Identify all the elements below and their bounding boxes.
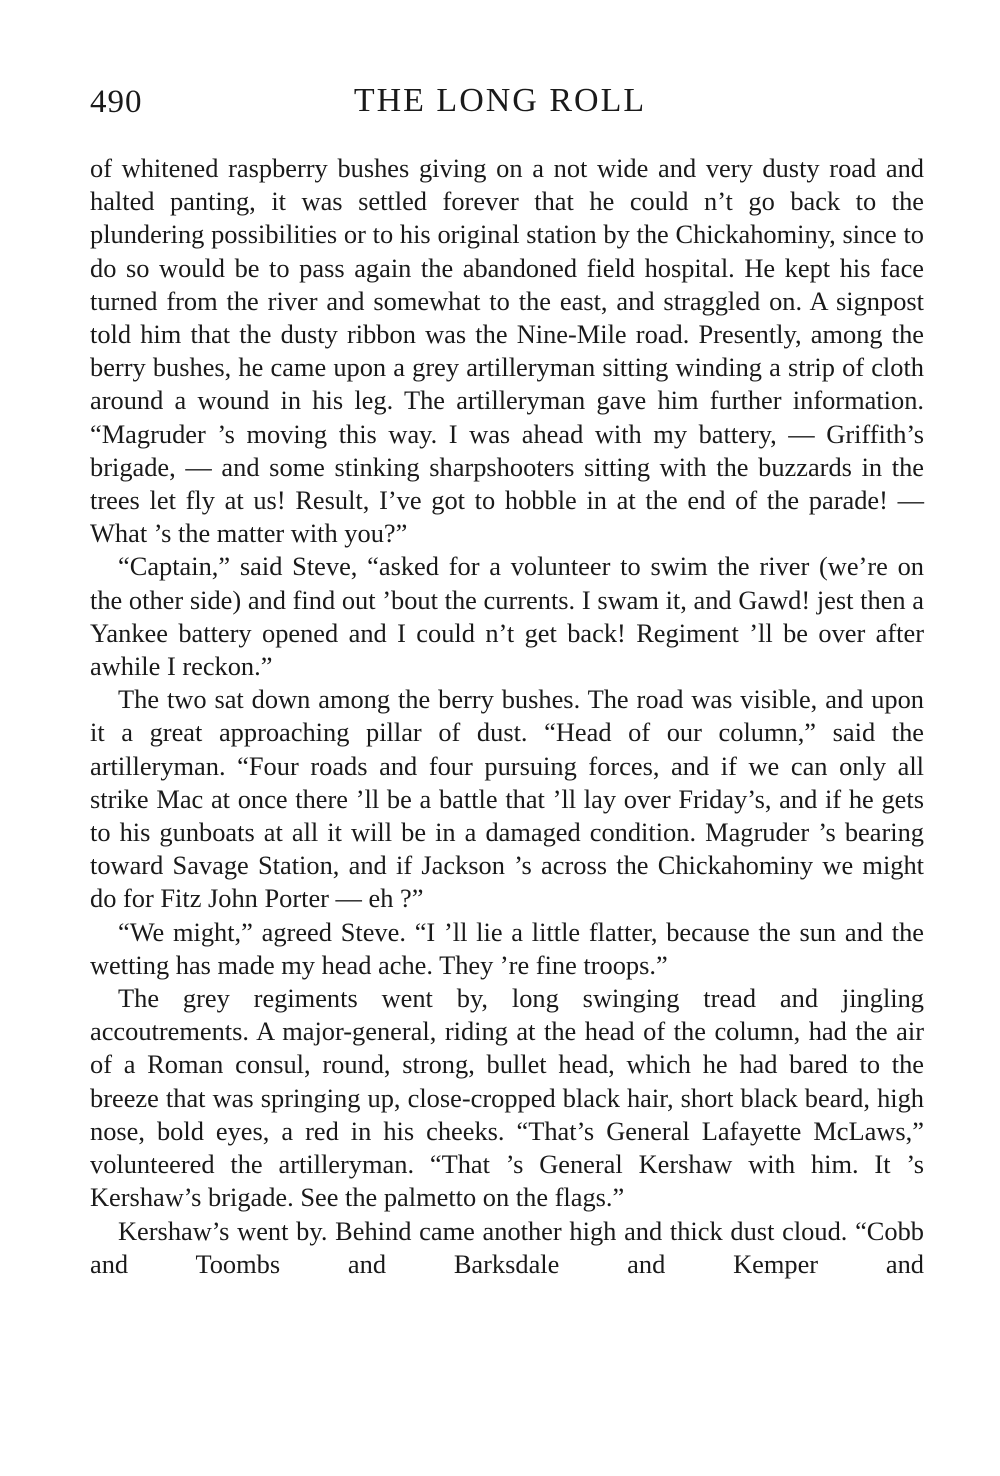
running-head-title: THE LONG ROLL: [353, 82, 647, 119]
paragraph-2: “Captain,” said Steve, “asked for a volunteer to swim the river (we’re on the other side) and find out ’bout the currents. I swam it, and Gawd! jest then a Yankee battery opened and I could n’t get back! Regiment ’ll be over after awhile I reckon.”: [90, 551, 924, 682]
paragraph-6: Kershaw’s went by. Behind came another high and thick dust cloud. “Cobb and Toombs and Barksdale and Kemper and: [90, 1215, 924, 1279]
paragraph-3: The two sat down among the berry bushes. The road was visible, and upon it a great approaching pillar of dust. “Head of our column,” said the artilleryman. “Four roads and four pursuing forces, and if we can only all strike Mac at once there ’ll be a battle that ’ll lay over Friday’s, and if he gets to his gunboats at all it will be in a damaged condition. Magruder ’s bearing toward Savage Station, and if Jackson ’s across the Chickahominy we might do for Fitz John Porter — eh ?”: [90, 684, 924, 914]
paragraph-4: “We might,” agreed Steve. “I ’ll lie a little flatter, because the sun and the wetting has made my head ache. They ’re fine troops.”: [90, 916, 924, 980]
paragraph-1: of whitened raspberry bushes giving on a not wide and very dusty road and halted panting, it was settled forever that he could n’t go back to the plundering possibilities or to his original station by the Chickahominy, since to do so would be to pass again the abandoned field hospital. He kept his face turned from the river and somewhat to the east, and straggled on. A signpost told him that the dusty ribbon was the Nine-Mile road. Presently, among the berry bushes, he came upon a grey artilleryman sitting winding a strip of cloth around a wound in his leg. The artilleryman gave him further information. “Magruder ’s moving this way. I was ahead with my battery, — Griffith’s brigade, — and some stinking sharpshooters sitting with the buzzards in the trees let fly at us! Result, I’ve got to hobble in at the end of the parade! — What ’s the matter with you?”: [90, 153, 924, 549]
page-number: 490: [90, 84, 143, 120]
body-text: [90, 152, 924, 1281]
paragraph-5: The grey regiments went by, long swinging tread and jingling accoutrements. A major-general, riding at the head of the column, had the air of a Roman consul, round, strong, bullet head, which he had bared to the breeze that was springing up, close-cropped black hair, short black beard, high nose, bold eyes, a red in his cheeks. “That’s General Lafayette McLaws,” volunteered the artilleryman. “That ’s General Kershaw with him. It ’s Kershaw’s brigade. See the palmetto on the flags.”: [90, 983, 924, 1213]
